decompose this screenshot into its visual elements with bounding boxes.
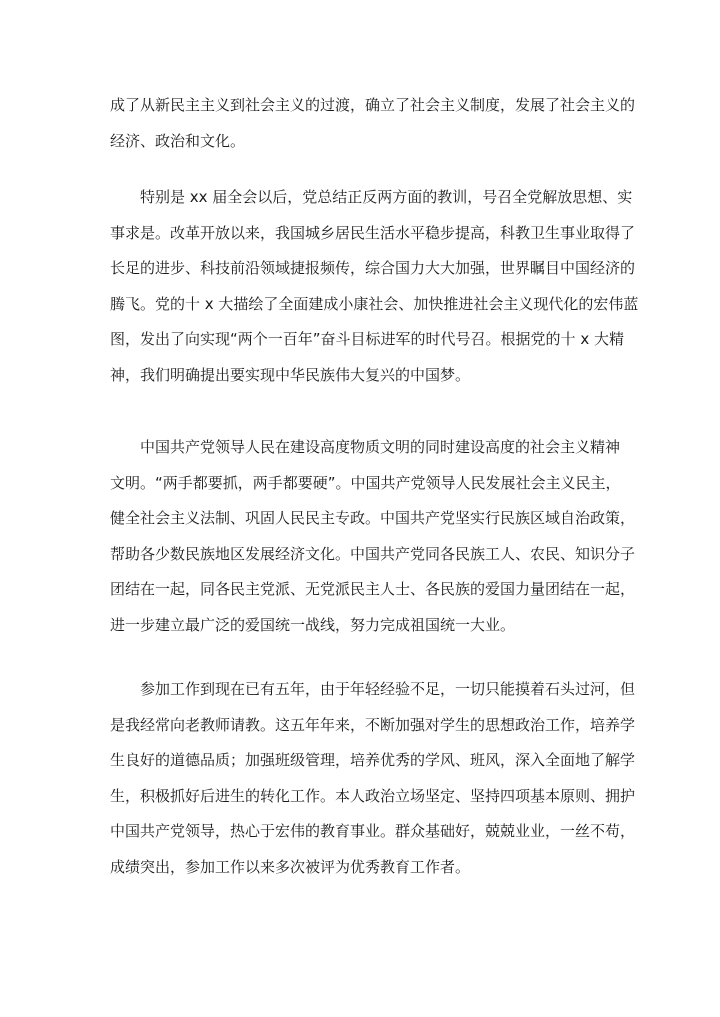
paragraph-2	[110, 180, 639, 393]
text-line: 进一步建立最广泛的爱国统一战线，努力完成祖国统一大业。	[110, 615, 516, 634]
text-line: 文明。“两手都要抓，两手都要硬”。中国共产党领导人民发展社会主义民主，	[110, 473, 621, 492]
text-line: 健全社会主义法制、巩固人民民主专政。中国共产党坚实行民族区域自治政策，	[110, 509, 636, 527]
text-line: 神，我们明确提出要实现中华民族伟大复兴的中国梦。	[110, 365, 471, 384]
text-line: 团结在一起，同各民主党派、无党派民主人士、各民族的爱国力量团结在一起，	[110, 580, 636, 598]
text-line: 成绩突出，参加工作以来多次被评为优秀教育工作者。	[110, 857, 471, 876]
paragraph-3	[110, 430, 636, 643]
text-line: 特别是 xx 届全会以后，党总结正反两方面的教训，号召全党解放思想、实	[140, 188, 633, 206]
text-line: 是我经常向老教师请教。这五年年来，不断加强对学生的思想政治工作，培养学	[110, 715, 636, 734]
text-line: 事求是。改革开放以来，我国城乡居民生活水平稳步提高，科教卫生事业取得了	[110, 223, 636, 242]
paragraph-4	[110, 672, 636, 885]
text-line: 经济、政治和文化。	[110, 131, 246, 150]
text-line: 参加工作到现在已有五年，由于年轻经验不足，一切只能摸着石头过河，但	[140, 680, 636, 698]
text-line: 腾飞。党的十 x 大描绘了全面建成小康社会、加快推进社会主义现代化的宏伟蓝	[110, 294, 639, 313]
text-line: 帮助各少数民族地区发展经济文化。中国共产党同各民族工人、农民、知识分子	[110, 544, 636, 563]
text-line: 成了从新民主主义到社会主义的过渡，确立了社会主义制度，发展了社会主义的	[110, 96, 636, 114]
text-line: 生良好的道德品质；加强班级管理，培养优秀的学风、班风，深入全面地了解学	[110, 751, 636, 769]
paragraph-1	[110, 88, 636, 159]
text-line: 生，积极抓好后进生的转化工作。本人政治立场坚定、坚持四项基本原则、拥护	[110, 786, 636, 805]
text-line: 中国共产党领导人民在建设高度物质文明的同时建设高度的社会主义精神	[140, 438, 621, 456]
text-line: 图，发出了向实现“两个一百年”奋斗目标进军的时代号召。根据党的十 x 大精	[110, 330, 624, 348]
text-line: 长足的进步、科技前沿领域捷报频传，综合国力大大加强，世界瞩目中国经济的	[110, 259, 636, 277]
text-line: 中国共产党领导，热心于宏伟的教育事业。群众基础好，兢兢业业，一丝不苟，	[110, 822, 636, 840]
